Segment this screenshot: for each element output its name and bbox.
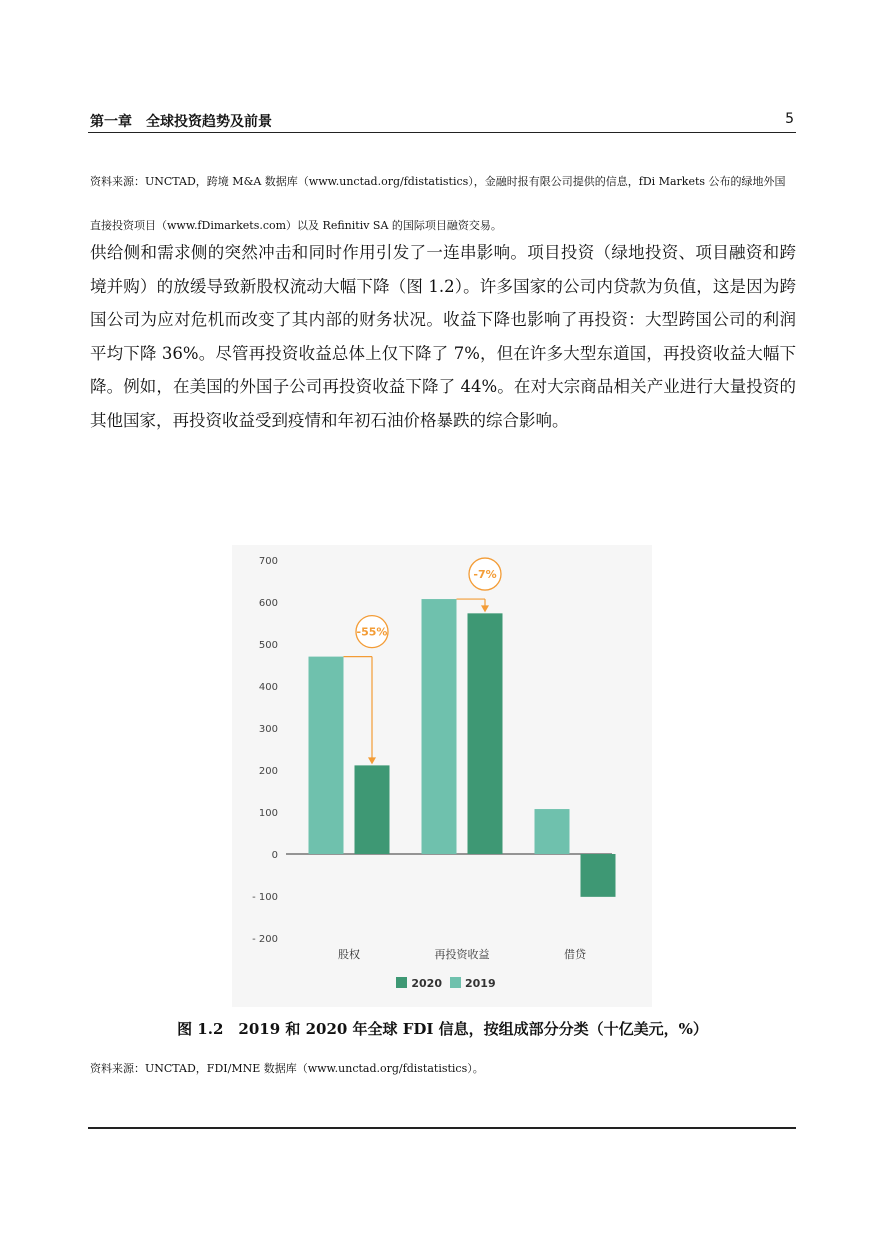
footer-rule [88, 1127, 796, 1129]
y-tick-label: - 100 [252, 892, 278, 903]
bar-2020 [468, 613, 503, 854]
bar-2020 [355, 765, 390, 854]
y-tick-label: 700 [258, 556, 278, 567]
y-tick-label: 200 [258, 766, 278, 777]
bar-2019 [422, 599, 457, 854]
legend-swatch [396, 977, 407, 988]
annotation-arrowhead [481, 605, 489, 612]
category-label: 股权 [338, 948, 360, 961]
annotation-label: -7% [473, 568, 497, 582]
annotation-label: -55% [356, 625, 388, 639]
category-label: 借贷 [564, 948, 586, 961]
y-tick-label: 400 [258, 682, 278, 693]
body-paragraph: 供给侧和需求侧的突然冲击和同时作用引发了一连串影响。项目投资（绿地投资、项目融资和跨境并购）的放缓导致新股权流动大幅下降（图 1.2）。许多国家的公司内贷款为负值，这是因为跨国公司为应对危机而改变了其内部的财务状况。收益下降也影响了再投资：大型跨国公司的利润平均下降 36%。尽管再投资收益总体上仅下降了 7%，但在许多大型东道国，再投资收益大幅下降。例如，在美国的外国子公司再投资收益下降了 44%。在对大宗商品相关产业进行大量投资的其他国家，再投资收益受到疫情和年初石油价格暴跌的综合影响。 [90, 243, 796, 430]
bar-2019 [535, 809, 570, 854]
annotation-arrowhead [368, 757, 376, 764]
chapter-title: 第一章 全球投资趋势及前景 [90, 114, 272, 130]
fdi-components-chart [232, 545, 652, 1007]
y-tick-label: 500 [258, 640, 278, 651]
bar-2019 [309, 657, 344, 854]
page-header [88, 108, 796, 133]
source-note-top: 资料来源：UNCTAD，跨境 M&A 数据库（www.unctad.org/fdistatistics），金融时报有限公司提供的信息，fDi Markets 公布的绿地外国直接投资项目（www.fDimarkets.com）以及 Refinitiv SA 的国际项目融资交易。 [90, 175, 786, 232]
category-label: 再投资收益 [434, 948, 490, 961]
legend-label: 2019 [465, 977, 496, 990]
chart-legend [232, 977, 652, 990]
y-tick-label: 100 [258, 808, 278, 819]
y-tick-label: 300 [258, 724, 278, 735]
page-number: 5 [785, 111, 794, 127]
figure-caption: 图 1.2 2019 和 2020 年全球 FDI 信息，按组成部分分类（十亿美元，%） [177, 1020, 708, 1038]
bar-2020 [581, 854, 616, 897]
y-tick-label: 0 [271, 850, 278, 861]
legend-swatch [450, 977, 461, 988]
chart-svg [232, 545, 652, 975]
y-tick-label: 600 [258, 598, 278, 609]
source-note-bottom: 资料来源：UNCTAD，FDI/MNE 数据库（www.unctad.org/fdistatistics）。 [90, 1062, 484, 1075]
y-tick-label: - 200 [252, 934, 278, 945]
legend-label: 2020 [411, 977, 442, 990]
